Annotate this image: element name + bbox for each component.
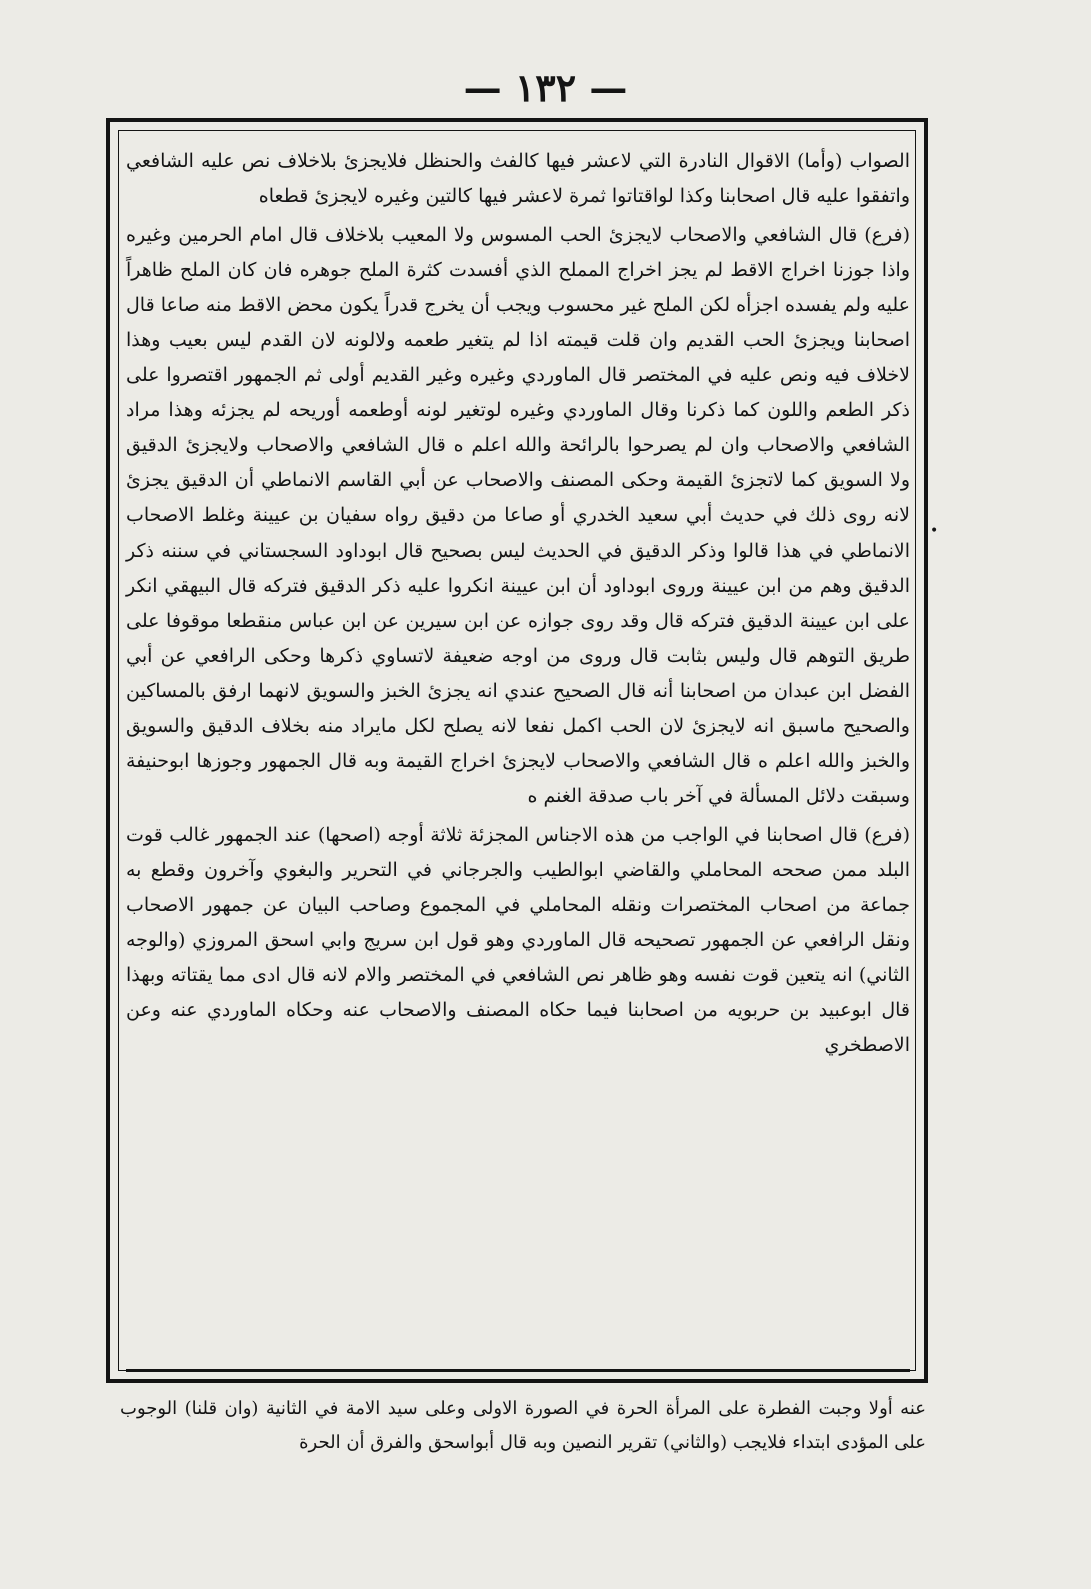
paragraph-1: الصواب (وأما) الاقوال النادرة التي لاعشر فيها كالفث والحنظل فلايجزئ بلاخلاف نص عليه الشافعي واتفقوا عليه قال اصحابنا وكذا لواقتاتوا ثمرة لاعشر فيها كالتين وغيره لايجزئ قطعاه (126, 150, 910, 208)
footnote-text: عنه أولا وجبت الفطرة على المرأة الحرة في الصورة الاولى وعلى سيد الامة في الثانية (وان قلنا) الوجوب على المؤدى ابتداء فلايجب (والثاني) تقرير النصين وبه قال أبواسحق والفرق أن الحرة (120, 1398, 926, 1454)
main-text (126, 144, 910, 1063)
margin-mark: • (930, 523, 939, 539)
footnote-separator (126, 1369, 910, 1372)
paragraph-3: (فرع) قال اصحابنا في الواجب من هذه الاجناس المجزئة ثلاثة أوجه (اصحها) عند الجمهور غالب قوت البلد ممن صححه المحاملي والقاضي ابوالطيب والجرجاني في التحرير والبغوي وآخرون وقطع به جماعة من اصحاب المختصرات ونقله المحاملي في المجموع وصاحب البيان عن جمهور الاصحاب ونقل الرافعي عن الجمهور تصحيحه قال الماوردي وهو قول ابن سريج وابي اسحق المروزي (والوجه الثاني) انه يتعين قوت نفسه وهو ظاهر نص الشافعي في المختصر والام لانه قال ادى مما يقتاته وبهذا قال ابوعبيد بن حربويه من اصحابنا فيما حكاه المصنف والاصحاب عنه وحكاه الماوردي عنه وعن الاصطخري (126, 823, 910, 1057)
page-number: — ١٣٢ — (463, 65, 628, 110)
footnote (120, 1392, 926, 1460)
paragraph-2: (فرع) قال الشافعي والاصحاب لايجزئ الحب المسوس ولا المعيب بلاخلاف قال امام الحرمين وغيره واذا جوزنا اخراج الاقط لم يجز اخراج المملح الذي أفسدت كثرة الملح جوهره فان كان الملح ظاهراً عليه ولم يفسده اجزأه لكن الملح غير محسوب ويجب أن يخرج قدراً يكون محض الاقط منه صاعا قال اصحابنا ويجزئ الحب القديم وان قلت قيمته اذا لم يتغير طعمه ولالونه لان القدم ليس بعيب وهذا لاخلاف فيه ونص عليه في المختصر قال الماوردي وغيره وغير القديم أولى ثم الجمهور اقتصروا على ذكر الطعم واللون كما ذكرنا وقال الماوردي وغيره لوتغير لونه أوطعمه أوريحه لم يجزئه وهذا مراد الشافعي والاصحاب وان لم يصرحوا بالرائحة والله اعلم ه قال الشافعي والاصحاب ولايجزئ الدقيق ولا السويق كما لاتجزئ القيمة وحكى المصنف والاصحاب عن أبي القاسم الانماطي أن الدقيق يجزئ لانه روى ذلك في حديث أبي سعيد الخدري أو صاعا من دقيق رواه سفيان بن عيينة وغلط الاصحاب الانماطي في هذا قالوا وذكر الدقيق في الحديث ليس بصحيح قال ابوداود السجستاني في سننه ذكر الدقيق وهم من ابن عيينة وروى ابوداود أن ابن عيينة انكروا عليه ذكر الدقيق فتركه قال البيهقي انكر على ابن عيينة الدقيق فتركه قال وقد روى جوازه عن ابن سيرين عن ابن عباس منقطعا موقوفا على طريق التوهم قال وليس بثابت قال وروى من اوجه ضعيفة لاتساوي ذكرها وحكى الرافعي عن أبي الفضل ابن عبدان من اصحابنا أنه قال الصحيح عندي انه يجزئ الخبز والسويق لانهما ارفق بالمساكين والصحيح ماسبق انه لايجزئ لان الحب اكمل نفعا لانه يصلح لكل مايراد منه بخلاف الدقيق والسويق والخبز والله اعلم ه قال الشافعي والاصحاب لايجزئ اخراج القيمة وبه قال الجمهور وجوزها ابوحنيفة وسبقت دلائل المسألة في آخر باب صدقة الغنم ه (126, 224, 910, 807)
